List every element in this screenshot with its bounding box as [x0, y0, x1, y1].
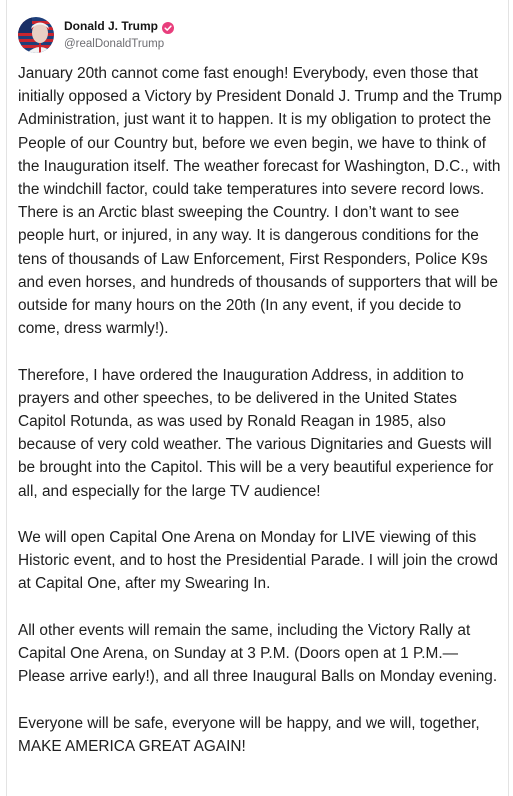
- post-paragraph: Therefore, I have ordered the Inauguration Address, in addition to prayers and other speeches, to be delivered in the United States Capitol Rotunda, as was used by Ronald Reagan in 1985, also because of very cold weather. The various Dignitaries and Guests will be brought into the Capitol. This will be a very beautiful experience for all, and especially for the large TV audience!: [18, 366, 498, 500]
- post-paragraph: Everyone will be safe, everyone will be happy, and we will, together, MAKE AMERICA GREAT AGAIN!: [18, 714, 484, 755]
- post-paragraph: We will open Capital One Arena on Monday for LIVE viewing of this Historic event, and to host the Presidential Parade. I will join the crowd at Capital One, after my Swearing In.: [18, 529, 503, 593]
- post-paragraph: All other events will remain the same, including the Victory Rally at Capital One Arena, on Sunday at 3 P.M. (Doors open at 1 P.M.—Please arrive early!), and all three Inaugural Balls on Monday evening.: [18, 621, 498, 686]
- post-header: [18, 17, 174, 53]
- avatar[interactable]: [18, 17, 54, 53]
- author-handle[interactable]: @realDonaldTrump: [64, 38, 165, 50]
- post-paragraph: January 20th cannot come fast enough! Everybody, even those that initially opposed a Victory by President Donald J. Trump and the Trump Administration, just want it to happen. It is my obligation to protect the People of our Country but, before we even begin, we have to think of the Inauguration itself. The weather forecast for Washington, D.C., with the windchill factor, could take temperatures into severe record lows. There is an Arctic blast sweeping the Country. I don’t want to see people hurt, or injured, in any way. It is dangerous conditions for the tens of thousands of Law Enforcement, First Responders, Police K9s and even horses, and hundreds of thousands of supporters that will be outside for many hours on the 20th (In any event, if you decide to come, dress warmly!).: [18, 65, 506, 338]
- post-card: [6, 0, 509, 796]
- post-body: [18, 62, 506, 781]
- author-display-name[interactable]: Donald J. Trump: [64, 19, 159, 33]
- author-info: [64, 19, 174, 51]
- verified-badge-icon: [162, 21, 174, 33]
- author-name-row: [64, 19, 174, 34]
